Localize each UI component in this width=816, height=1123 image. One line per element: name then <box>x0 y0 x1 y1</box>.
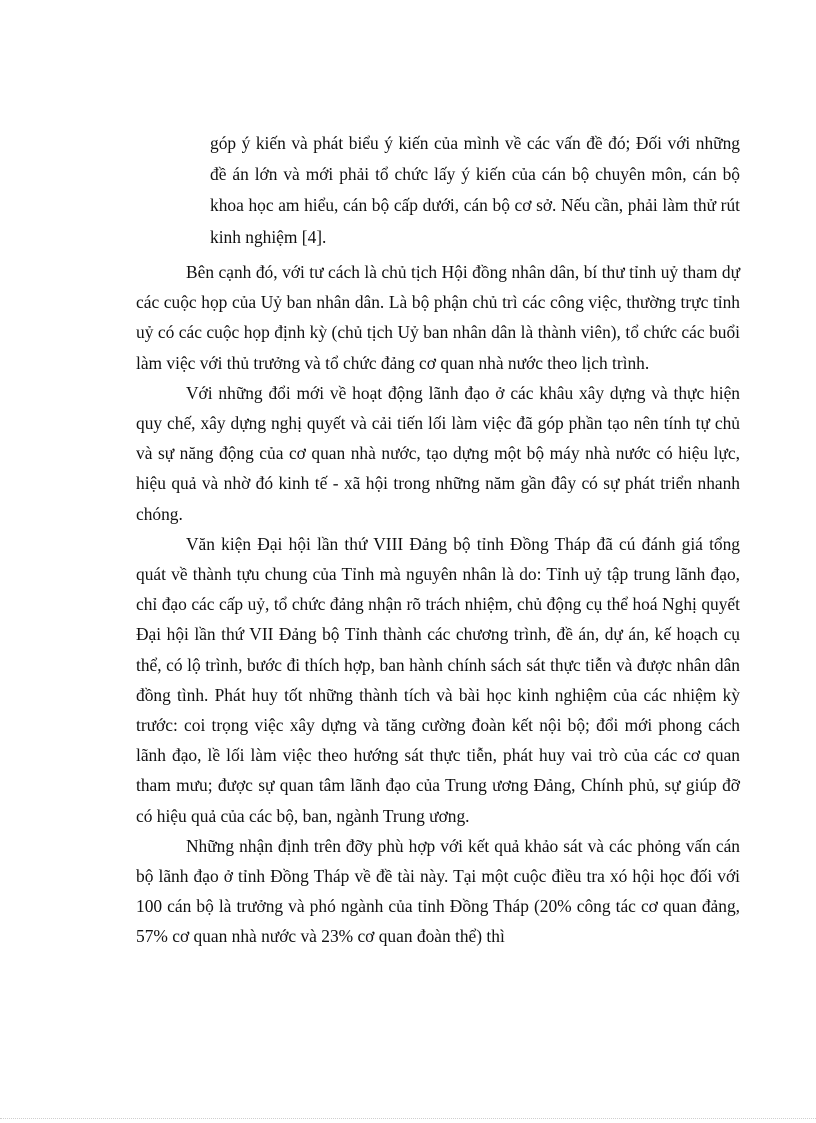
page-bottom-divider <box>0 1118 816 1119</box>
body-text <box>136 257 740 952</box>
paragraph-doi-moi-hoat-dong: Với những đổi mới về hoạt động lãnh đạo ở các khâu xây dựng và thực hiện quy chế, xây dựng nghị quyết và cải tiến lối làm việc đã góp phần tạo nên tính tự chủ và sự năng động của cơ quan nhà nước, tạo dựng một bộ máy nhà nước có hiệu lực, hiệu quả và nhờ đó kinh tế - xã hội trong những năm gần đây có sự phát triển nhanh chóng. <box>136 382 740 524</box>
paragraph-nhan-dinh-khao-sat: Những nhận định trên đỡy phù hợp với kết quả khảo sát và các phỏng vấn cán bộ lãnh đạo ở tỉnh Đồng Tháp về đề tài này. Tại một cuộc điều tra xó hội học đối với 100 cán bộ là trưởng và phó ngành của tỉnh Đồng Tháp (20% công tác cơ quan đảng, 57% cơ quan nhà nước và 23% cơ quan đoàn thể) thì <box>136 835 740 947</box>
paragraph-bi-thu-tinh-uy: Bên cạnh đó, với tư cách là chủ tịch Hội đồng nhân dân, bí thư tỉnh uỷ tham dự các cuộc họp của Uỷ ban nhân dân. Là bộ phận chủ trì các công việc, thường trực tỉnh uỷ có các cuộc họp định kỳ (chủ tịch Uỷ ban nhân dân là thành viên), tổ chức các buổi làm việc với thủ trưởng và tổ chức đảng cơ quan nhà nước theo lịch trình. <box>136 262 740 373</box>
paragraph-van-kien-dai-hoi: Văn kiện Đại hội lần thứ VIII Đảng bộ tỉnh Đồng Tháp đã cú đánh giá tổng quát về thành tựu chung của Tỉnh mà nguyên nhân là do: Tỉnh uỷ tập trung lãnh đạo, chỉ đạo các cấp uỷ, tổ chức đảng nhận rõ trách nhiệm, chủ động cụ thể hoá Nghị quyết Đại hội lần thứ VII Đảng bộ Tỉnh thành các chương trình, đề án, dự án, kế hoạch cụ thể, có lộ trình, bước đi thích hợp, ban hành chính sách sát thực tiễn và được nhân dân đồng tình. Phát huy tốt những thành tích và bài học kinh nghiệm của các nhiệm kỳ trước: coi trọng việc xây dựng và tăng cường đoàn kết nội bộ; đổi mới phong cách lãnh đạo, lề lối làm việc theo hướng sát thực tiễn, phát huy vai trò của các cơ quan tham mưu; được sự quan tâm lãnh đạo của Trung ương Đảng, Chính phủ, sự giúp đỡ có hiệu quả của các bộ, ban, ngành Trung ương. <box>136 533 740 826</box>
quote-continuation: góp ý kiến và phát biểu ý kiến của mình về các vấn đề đó; Đối với những đề án lớn và mới phải tổ chức lấy ý kiến của cán bộ chuyên môn, cán bộ khoa học am hiểu, cán bộ cấp dưới, cán bộ cơ sở. Nếu cần, phải làm thử rút kinh nghiệm [4]. <box>210 133 740 247</box>
